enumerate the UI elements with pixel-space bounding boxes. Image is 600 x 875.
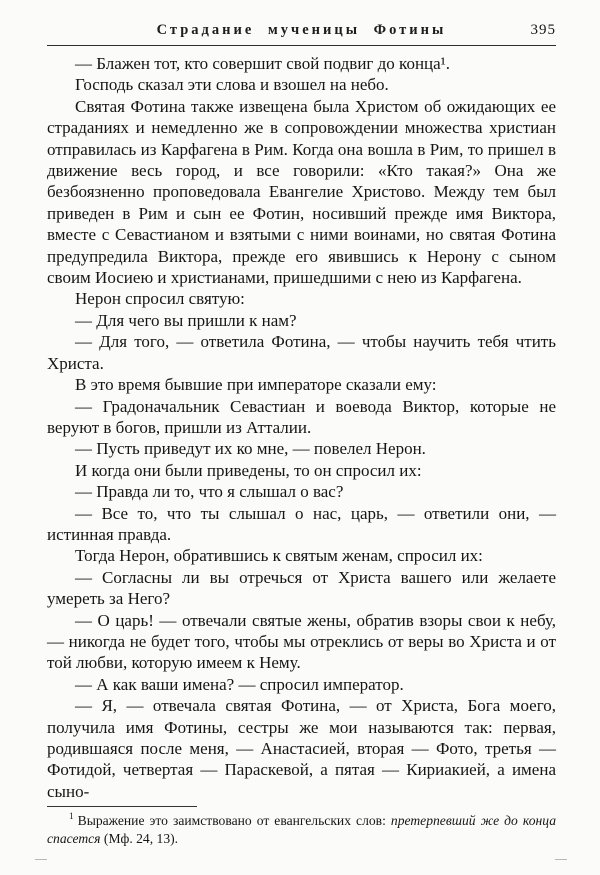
footnote bbox=[47, 812, 556, 849]
footnote-divider bbox=[47, 806, 197, 807]
paragraph: — Я, — отвечала святая Фотина, — от Христа, Бога моего, получила имя Фотины, сестры же мои называются так: первая, родившаяся после меня, — Анастасией, вторая — Фото, третья — Фотидой, четвертая — Параскевой, а пятая — Кириакией, а имена сыно- bbox=[47, 696, 556, 801]
paragraph: Святая Фотина также извещена была Христом об ожидающих ее страданиях и немедленно же в сопровождении множества христиан отправилась из Карфагена в Рим. Когда она вошла в Рим, то пришел в движение весь город, и все говорили: «Кто такая?» Она же безбоязненно проповедовала Евангелие Христово. Между тем был приведен в Рим и сын ее Фотин, носивший прежде имя Виктора, вместе с Севастианом и взятыми с ними воинами, но святая Фотина предупредила Виктора, прежде его явившись к Нерону с сыном своим Иосиею и христианами, пришедшими с нею из Карфагена. bbox=[47, 96, 556, 288]
paragraph: — Блажен тот, кто совершит свой подвиг до конца¹. bbox=[75, 54, 451, 73]
footnote-text: Выражение это заимствовано от евангельских слов: bbox=[77, 812, 391, 828]
running-head bbox=[47, 22, 556, 44]
paragraph: Нерон спросил святую: bbox=[75, 289, 245, 309]
paragraph: — Для чего вы пришли к нам? bbox=[75, 310, 297, 330]
paragraph: Тогда Нерон, обратившись к святым женам, спросил их: bbox=[75, 546, 483, 566]
running-head-title: Страдание мученицы Фотины bbox=[156, 22, 447, 38]
print-mark bbox=[555, 859, 567, 860]
paragraph: — Пусть приведут их ко мне, — повелел Нерон. bbox=[75, 439, 426, 459]
footnote-area bbox=[47, 804, 556, 849]
paragraph: — Правда ли то, что я слышал о вас? bbox=[75, 482, 344, 502]
paragraph: — А как ваши имена? — спросил император. bbox=[75, 674, 404, 694]
paragraph: — Градоначальник Севастиан и воевода Виктор, которые не веруют в богов, пришли из Атталии. bbox=[47, 396, 556, 437]
paragraph: В это время бывшие при императоре сказали ему: bbox=[75, 375, 437, 395]
paragraph: — Все то, что ты слышал о нас, царь, — ответили они, — истинная правда. bbox=[47, 503, 556, 544]
footnote-quote-italic: претерпевший же до конца спасется bbox=[47, 812, 556, 847]
page-number: 395 bbox=[530, 22, 556, 38]
footnote-reference: (Мф. 24, 13). bbox=[100, 831, 179, 847]
paragraph: — Согласны ли вы отречься от Христа вашего или желаете умереть за Него? bbox=[47, 567, 556, 609]
paragraph: — Для того, — ответила Фотина, — чтобы научить тебя чтить Христа. bbox=[47, 332, 556, 373]
print-mark bbox=[35, 859, 47, 860]
paragraph: Господь сказал эти слова и взошел на небо. bbox=[75, 75, 389, 95]
body-text bbox=[47, 46, 556, 804]
footnote-marker: 1 bbox=[69, 811, 74, 822]
paragraph: И когда они были приведены, то он спросил их: bbox=[75, 460, 422, 480]
paragraph: — О царь! — отвечали святые жены, обратив взоры свои к небу, — никогда не будет того, чтобы мы отреклись от веры во Христа и от той любви, которую имеем к Нему. bbox=[47, 610, 556, 673]
